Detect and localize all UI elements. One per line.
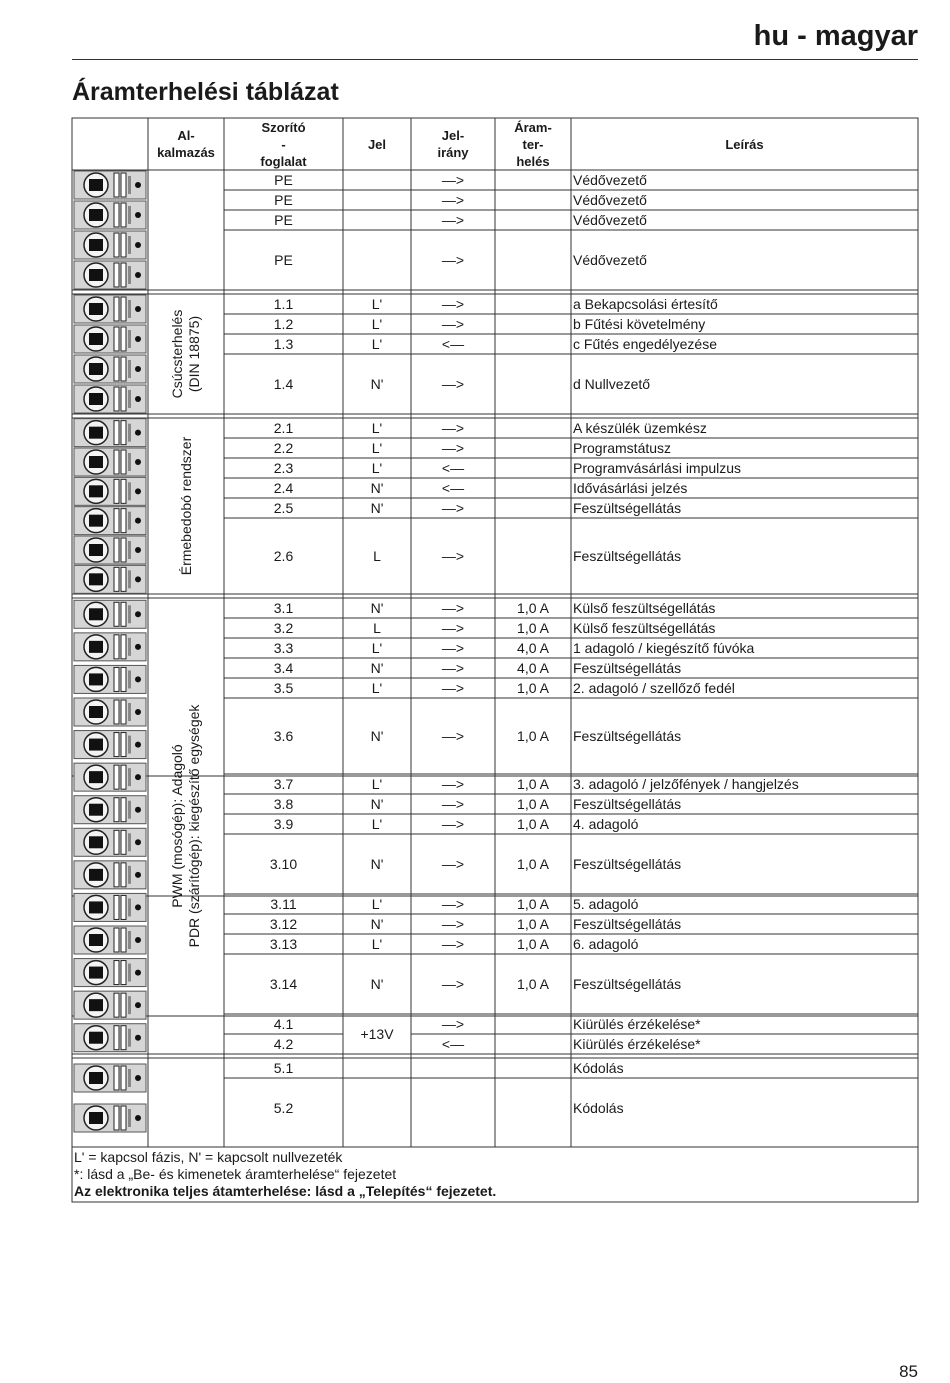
header-szorito: Szorító - foglalat [260,119,307,169]
terminal-block-icon [74,698,146,726]
terminal-block-icon [74,893,146,921]
signal-cell: L' [371,640,383,656]
application-label [178,418,195,594]
signal-cell: L [373,548,381,564]
direction-cell: —> [441,252,465,268]
current-cell: 1,0 A [517,916,549,932]
signal-cell: N' [370,976,384,992]
current-cell: 1,0 A [517,936,549,952]
terminal-cell: 1.4 [273,376,294,392]
terminal-block-icon [74,1024,146,1052]
direction-cell: —> [441,796,465,812]
signal-cell: N' [370,916,384,932]
description-cell: Feszültségellátás [573,796,682,812]
terminal-cell: 2.5 [273,500,294,516]
direction-cell: —> [441,976,465,992]
description-cell: 1 adagoló / kiegészítő fúvóka [573,640,755,656]
footnote: L' = kapcsol fázis, N' = kapcsolt nullvezeték [74,1149,343,1165]
page-number: 85 [899,1362,918,1381]
description-cell: d Nullvezető [573,376,651,392]
terminal-block-icon [74,763,146,791]
description-cell: 4. adagoló [573,816,639,832]
current-cell [495,190,571,210]
current-cell: 1,0 A [517,680,549,696]
signal-cell: N' [370,480,384,496]
signal-cell: L' [371,296,383,312]
direction-cell: —> [441,440,465,456]
current-cell [495,498,571,518]
direction-cell: —> [441,1016,465,1032]
direction-cell: —> [441,936,465,952]
terminal-cell: 1.2 [273,316,294,332]
current-cell: 1,0 A [517,976,549,992]
terminal-block-icon [74,507,146,535]
application-label [169,598,203,1054]
signal-cell: N' [370,856,384,872]
direction-cell: —> [441,640,465,656]
terminal-block-icon [74,565,146,593]
terminal-cell: 3.10 [269,856,298,872]
terminal-cell: 1.3 [273,336,294,352]
direction-cell: —> [441,728,465,744]
signal-cell: N' [370,660,384,676]
terminal-cell: 5.2 [273,1100,294,1116]
application-label-line: (DIN 18875) [186,315,202,393]
terminal-cell: 2.4 [273,480,294,496]
description-cell: c Fűtés engedélyezése [573,336,717,352]
description-cell: 2. adagoló / szellőző fedél [573,680,735,696]
application-label-line: Csúcsterhelés [169,309,185,399]
signal-cell: L [373,620,381,636]
direction-cell: —> [441,548,465,564]
current-cell [495,518,571,594]
direction-cell: <— [441,460,465,476]
terminal-block-icon [74,926,146,954]
description-cell: Programstátusz [573,440,672,456]
description-cell: Védővezető [573,192,647,208]
terminal-cell: 3.6 [273,728,294,744]
description-cell: Külső feszültségellátás [573,620,716,636]
direction-cell: —> [441,600,465,616]
current-cell [495,210,571,230]
signal-cell: L' [371,816,383,832]
signal-cell: L' [371,936,383,952]
current-cell [495,230,571,290]
terminal-cell: 3.11 [270,896,297,912]
signal-cell: L' [371,440,383,456]
description-cell: 5. adagoló [573,896,639,912]
terminal-cell: 3.8 [273,796,294,812]
direction-cell: —> [441,916,465,932]
signal-cell: N' [370,600,384,616]
signal-cell: N' [370,796,384,812]
terminal-block-icon [74,419,146,447]
terminal-cell: PE [274,252,293,268]
current-cell [495,438,571,458]
terminal-cell: PE [274,172,293,188]
signal-cell [343,210,411,230]
terminal-block-icon [74,1104,146,1132]
direction-cell: —> [441,172,465,188]
terminal-block-icon [74,325,146,353]
signal-cell: +13V [360,1026,394,1042]
current-cell: 4,0 A [517,660,549,676]
current-cell: 1,0 A [517,856,549,872]
signal-cell: L' [371,316,383,332]
terminal-cell: 1.1 [273,296,294,312]
description-cell: 6. adagoló [573,936,639,952]
application-label-line: PDR (szárítógép): kiegészítő egységek [186,704,202,948]
signal-cell: L' [371,460,383,476]
terminal-block-icon [74,991,146,1019]
terminal-cell: 3.7 [273,776,294,792]
direction-cell: <— [441,480,465,496]
signal-cell [343,190,411,210]
direction-cell: <— [441,336,465,352]
header-alkalmazas: Al- kalmazás [157,128,215,160]
direction-cell: —> [441,680,465,696]
description-cell: Feszültségellátás [573,856,682,872]
terminal-block-icon [74,600,146,628]
terminal-cell: 3.1 [273,600,294,616]
terminal-cell: 3.2 [273,620,294,636]
description-cell: Védővezető [573,212,647,228]
terminal-cell: 3.14 [269,976,298,992]
current-cell: 1,0 A [517,600,549,616]
direction-cell: —> [441,896,465,912]
current-cell [495,334,571,354]
description-cell: A készülék üzemkész [573,420,707,436]
description-cell: Kódolás [573,1100,624,1116]
direction-cell: —> [441,620,465,636]
application-label-line: Érmebedobó rendszer [177,436,194,576]
terminal-cell: 2.2 [273,440,294,456]
terminal-cell: 3.5 [273,680,294,696]
description-cell: a Bekapcsolási értesítő [573,296,718,312]
terminal-block-icon [74,731,146,759]
terminal-cell: 3.12 [269,916,298,932]
terminal-block-icon [74,959,146,987]
current-cell [495,314,571,334]
signal-cell [343,170,411,190]
terminal-block-icon [74,385,146,413]
terminal-cell: 3.3 [273,640,294,656]
terminal-block-icon [74,261,146,289]
terminal-cell: 2.6 [273,548,294,564]
terminal-block-icon [74,665,146,693]
terminal-cell: 2.1 [273,420,294,436]
direction-cell: —> [441,420,465,436]
terminal-cell: 2.3 [273,460,294,476]
header-aramterheles: Áram- ter- helés [514,119,552,169]
application-label-line: PWM (mosógép): Adagoló [169,744,185,908]
description-cell: 3. adagoló / jelzőfények / hangjelzés [573,776,799,792]
terminal-cell: 3.9 [273,816,294,832]
terminal-block-icon [74,796,146,824]
terminal-block-icon [74,448,146,476]
direction-cell: —> [441,776,465,792]
direction-cell: —> [441,500,465,516]
footnote: Az elektronika teljes átamterhelése: lásd a „Telepítés“ fejezetet. [74,1183,497,1199]
direction-cell [411,1078,495,1138]
signal-cell [343,1078,411,1138]
direction-cell [411,1058,495,1078]
signal-cell: N' [370,500,384,516]
direction-cell: —> [441,660,465,676]
current-cell [495,170,571,190]
signal-cell: N' [370,376,384,392]
description-cell: Idővásárlási jelzés [573,480,688,496]
current-cell [495,458,571,478]
description-cell: Feszültségellátás [573,548,682,564]
terminal-cell: PE [274,212,293,228]
direction-cell: <— [441,1036,465,1052]
description-cell: Feszültségellátás [573,976,682,992]
terminal-cell: 4.1 [273,1016,294,1032]
current-cell [495,294,571,314]
terminal-cell: PE [274,192,293,208]
direction-cell: —> [441,296,465,312]
direction-cell: —> [441,212,465,228]
current-cell: 4,0 A [517,640,549,656]
header-leiras: Leírás [725,136,764,152]
current-cell: 1,0 A [517,796,549,812]
terminal-cell: 4.2 [273,1036,294,1052]
terminal-block-icon [74,828,146,856]
current-cell [495,1058,571,1078]
description-cell: b Fűtési követelmény [573,316,706,332]
description-cell: Kódolás [573,1060,624,1076]
signal-cell: N' [370,728,384,744]
description-cell: Külső feszültségellátás [573,600,716,616]
description-cell: Kiürülés érzékelése* [573,1036,701,1052]
current-cell: 1,0 A [517,816,549,832]
terminal-cell: 3.4 [273,660,294,676]
description-cell: Feszültségellátás [573,916,682,932]
terminal-block-icon [74,477,146,505]
current-cell [495,418,571,438]
description-cell: Feszültségellátás [573,660,682,676]
current-cell [495,1034,571,1054]
current-cell [495,354,571,414]
current-cell: 1,0 A [517,620,549,636]
current-cell: 1,0 A [517,776,549,792]
terminal-block-icon [74,1064,146,1092]
terminal-block-icon [74,536,146,564]
signal-cell [343,230,411,290]
signal-cell: L' [371,420,383,436]
signal-cell: L' [371,336,383,352]
description-cell: Feszültségellátás [573,500,682,516]
description-cell: Programvásárlási impulzus [573,460,742,476]
terminal-block-icon [74,355,146,383]
application-label [169,294,203,414]
description-cell: Védővezető [573,172,647,188]
signal-cell [343,1058,411,1078]
terminal-block-icon [74,295,146,323]
signal-cell: L' [371,896,383,912]
header-jel: Jel [367,136,387,152]
direction-cell: —> [441,376,465,392]
current-cell: 1,0 A [517,896,549,912]
language-label: hu - magyar [753,20,918,52]
direction-cell: —> [441,316,465,332]
current-cell [495,478,571,498]
description-cell: Védővezető [573,252,647,268]
description-cell: Feszültségellátás [573,728,682,744]
direction-cell: —> [441,816,465,832]
current-cell: 1,0 A [517,728,549,744]
page-title: Áramterhelési táblázat [72,78,339,106]
terminal-block-icon [74,171,146,199]
current-cell [495,1078,571,1138]
terminal-cell: 5.1 [273,1060,294,1076]
direction-cell: —> [441,192,465,208]
direction-cell: —> [441,856,465,872]
terminal-block-icon [74,633,146,661]
footnote: *: lásd a „Be- és kimenetek áramterhelése“ fejezetet [74,1166,397,1182]
signal-cell: L' [371,680,383,696]
terminal-cell: 3.13 [269,936,298,952]
description-cell: Kiürülés érzékelése* [573,1016,701,1032]
signal-cell: L' [371,776,383,792]
terminal-block-icon [74,201,146,229]
header-jelirany: Jel- irány [437,128,469,160]
terminal-block-icon [74,231,146,259]
current-cell [495,1014,571,1034]
terminal-block-icon [74,861,146,889]
